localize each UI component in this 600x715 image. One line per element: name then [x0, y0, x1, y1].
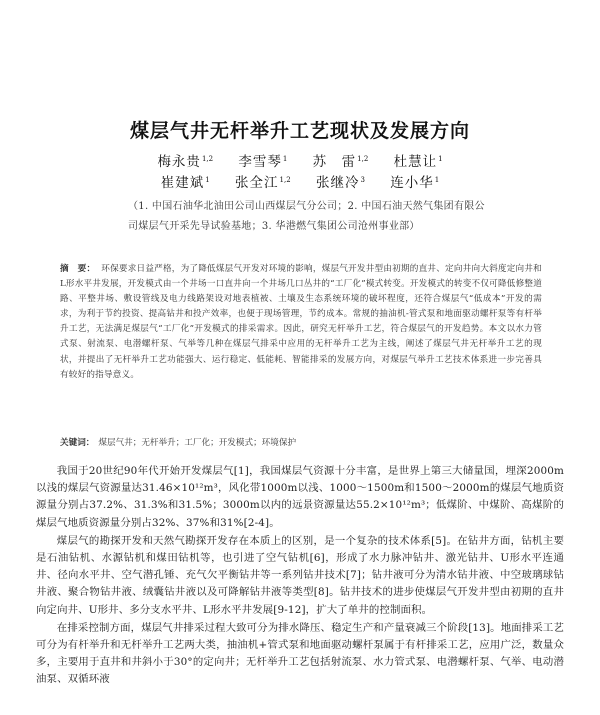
- author: 梅永贵$^{1,2}$: [157, 154, 214, 170]
- author: 苏 雷$^{1,2}$: [312, 154, 369, 170]
- author: 张继冷$^3$: [315, 175, 365, 191]
- body-paragraph: 我国于20世纪90年代开始开发煤层气[1]，我国煤层气资源十分丰富，是世界上第三大储量国，埋深2000m以浅的煤层气资源量达31.46×10¹²m³，风化带1000m以浅、1000～1500m和1500～2000m的煤层气地质资源量分别占37.2%、31.3%和31.5%；3000m以内的远景资源量达55.2×10¹²m³；低煤阶、中煤阶、高煤阶的煤层气地质资源量分别占32%、37%和31%[2-4]。: [36, 465, 564, 529]
- abstract-text: 环保要求日益严格，为了降低煤层气开发对环境的影响，煤层气开发井型由初期的直井、定向井向大斜度定向井和L形水平井发展，开发模式由一个井场一口直井向一个井场几口丛井的“工厂化”模式转变。开发模式的转变不仅可降低修整道路、平整井场、敷设管线及电力线路架设对地表植被、土壤及生态系统环境的破坏程度，还符合煤层气“低成本”开发的需求，为利于节约投资、提高钻井和投产效率，也便于现场管理，节约成本。常规的抽油机-管式泵和地面驱动螺杆泵等有杆举升工艺，无法满足煤层气“工厂化”开发模式的排采需求。因此，研究无杆举升工艺，符合煤层气的开发趋势。本文以水力管式泵、射流泵、电潜螺杆泵、气举等几种在煤层气排采中应用的无杆举升工艺为主线，阐述了煤层气井无杆举升工艺的现状，并提出了无杆举升工艺功能强大、运行稳定、低能耗、智能排采的发展方向，对煤层气举升工艺技术体系进一步完善具有较好的指导意义。: [60, 264, 542, 380]
- author: 连小华$^1$: [390, 175, 440, 191]
- body-paragraph: 煤层气的勘探开发和天然气勘探开发存在本质上的区别，是一个复杂的技术体系[5]。在钻井方面，钻机主要是石油钻机、水源钻机和煤田钻机等，也引进了空气钻机[6]，形成了水力脉冲钻井、激光钻井、U形水平连通井、径向水平井、空气潜孔锤、充气欠平衡钻井等一系列钻井技术[7]；钻井液可分为清水钻井液、中空玻璃球钻井液、聚合物钻井液、绒囊钻井液以及可降解钻井液等类型[8]。钻井技术的进步使煤层气开发井型由初期的直井向定向井、U形井、多分支水平井、L形水平井发展[9-12]，扩大了单井的控制面积。: [36, 534, 564, 616]
- body-paragraph: 在排采控制方面，煤层气井排采过程大致可分为排水降压、稳定生产和产量衰减三个阶段[13]。地面排采工艺可分为有杆举升和无杆举升工艺两大类，抽油机+管式泵和地面驱动螺杆泵属于有杆排采工艺，应用广泛，数量众多，主要用于直井和井斜小于30°的定向井；无杆举升工艺包括射流泵、水力管式泵、电潜螺杆泵、气举、电动潜油泵、双循环液: [36, 621, 564, 686]
- abstract-label: 摘 要：: [60, 264, 96, 274]
- abstract: [60, 262, 542, 383]
- author: 崔建斌$^1$: [160, 175, 210, 191]
- author: 张全江$^{1,2}$: [235, 175, 291, 191]
- keywords-text: 煤层气井；无杆举升；工厂化；开发模式；环境保护: [98, 438, 297, 448]
- keywords: [60, 436, 542, 451]
- body-text: [36, 463, 564, 690]
- affiliations: （1. 中国石油华北油田公司山西煤层气分公司；2. 中国石油天然气集团有限公司煤层气开采先导试验基地；3. 华港燃气集团公司沧州事业部）: [128, 201, 485, 232]
- paper-title: 煤层气井无杆举升工艺现状及发展方向: [129, 120, 470, 142]
- authors-row-1: [0, 150, 600, 170]
- author: 杜慧让$^1$: [393, 154, 443, 170]
- author: 李雪琴$^1$: [238, 154, 288, 170]
- authors-row-2: [0, 171, 600, 191]
- keywords-label: 关键词：: [60, 438, 95, 448]
